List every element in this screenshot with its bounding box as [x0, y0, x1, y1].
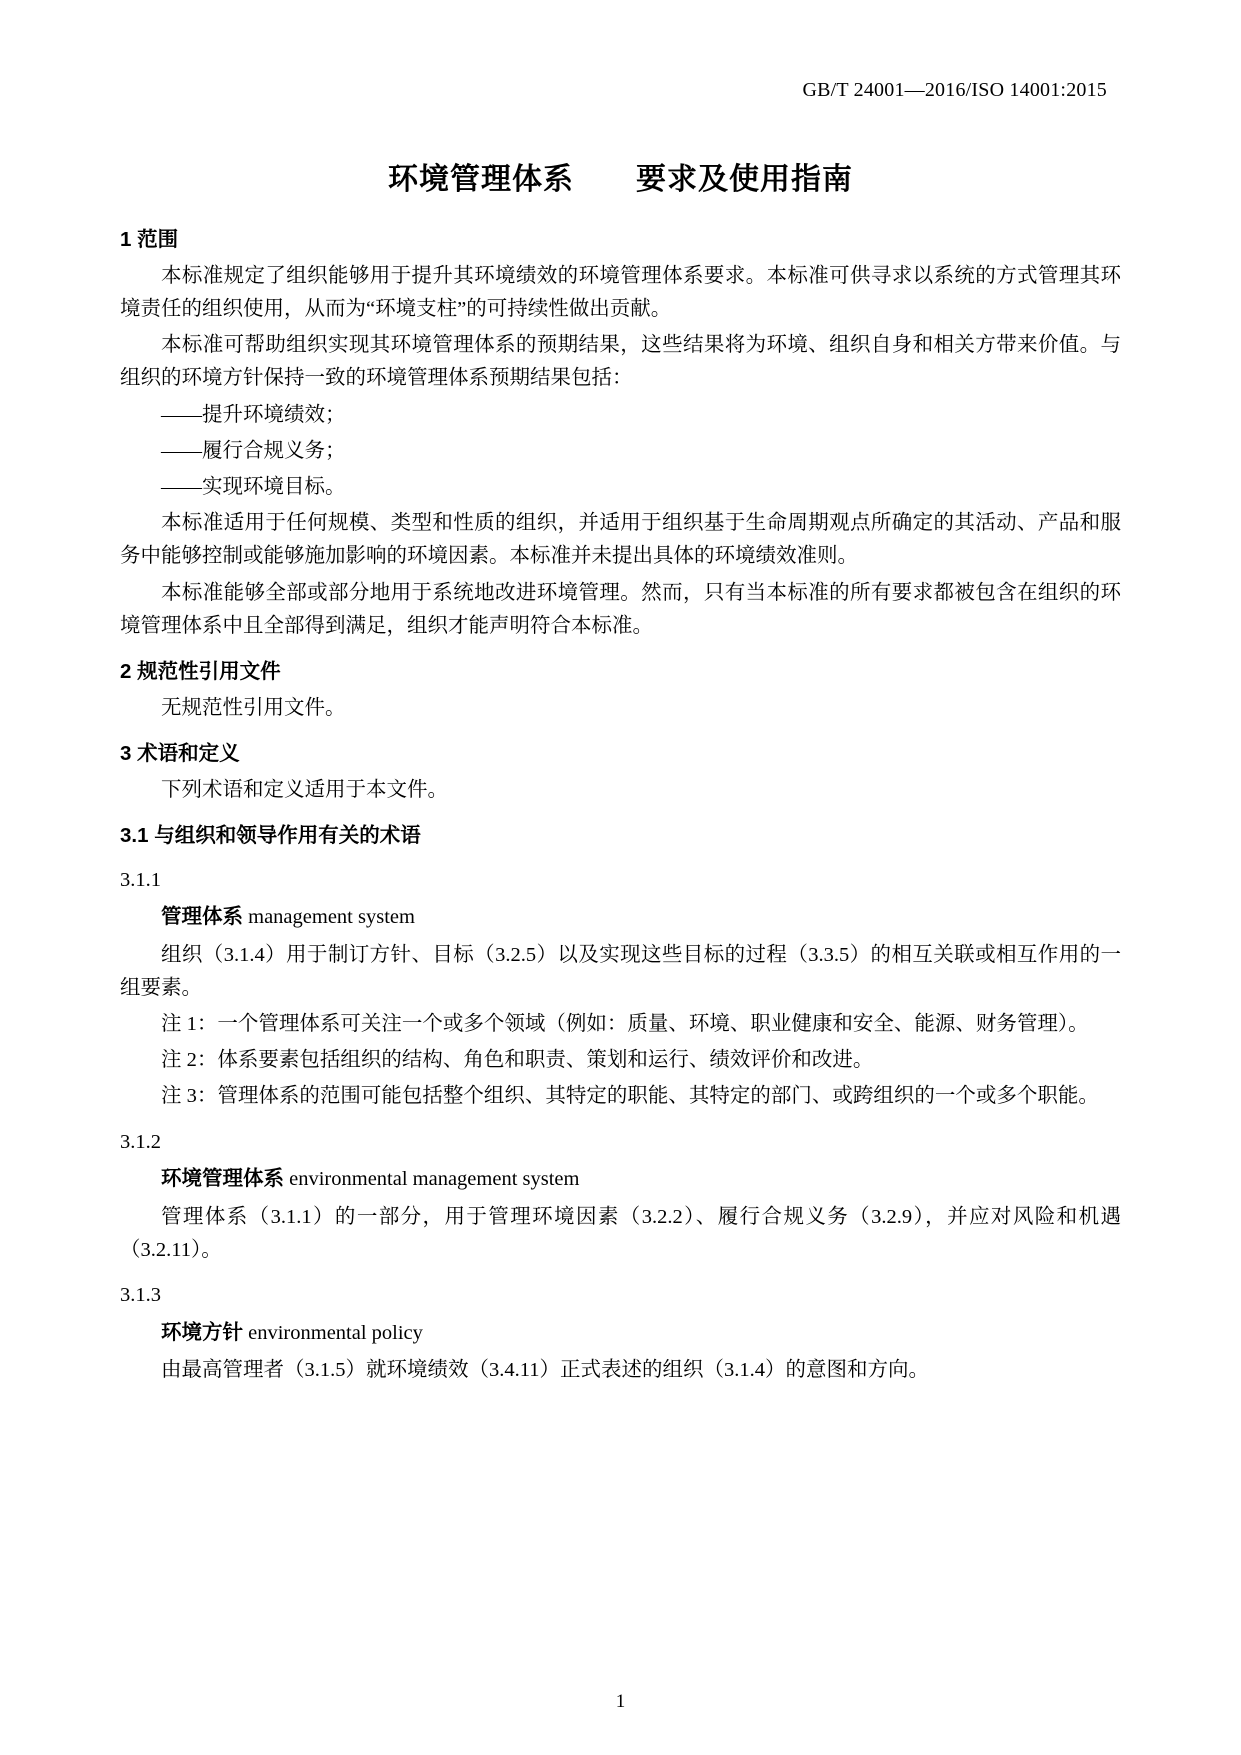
term-number-3-1-1: 3.1.1 — [120, 868, 161, 891]
term-note-3-1-1-3: 注 3：管理体系的范围可能包括整个组织、其特定的职能、其特定的部门、或跨组织的一个或多个职能。 — [161, 1085, 1099, 1108]
paragraph-2-1: 无规范性引用文件。 — [161, 696, 346, 719]
heading-clause-3-1: 3.1 与组织和领导作用有关的术语 — [120, 823, 421, 847]
term-entry-3-1-2 — [120, 1162, 1121, 1196]
term-label-en: management system — [248, 906, 415, 929]
term-label-cn: 环境方针 — [161, 1320, 243, 1344]
page-number: 1 — [615, 1691, 626, 1712]
heading-clause-1: 1 范围 — [120, 228, 179, 251]
term-label-cn: 管理体系 — [161, 905, 243, 929]
list-item-dash-2: ——履行合规义务； — [161, 439, 346, 462]
term-label-en: environmental policy — [248, 1321, 423, 1344]
heading-clause-2: 2 规范性引用文件 — [120, 660, 281, 683]
term-definition-3-1-1: 组织（3.1.4）用于制订方针、目标（3.2.5）以及实现这些目标的过程（3.3.5）的相互关联或相互作用的一组要素。 — [120, 943, 1121, 999]
term-label-cn: 环境管理体系 — [161, 1167, 284, 1191]
paragraph-1-2: 本标准可帮助组织实现其环境管理体系的预期结果，这些结果将为环境、组织自身和相关方带来价值。与组织的环境方针保持一致的环境管理体系预期结果包括： — [120, 334, 1121, 390]
heading-clause-3: 3 术语和定义 — [120, 741, 240, 765]
term-label-en: environmental management system — [289, 1168, 580, 1191]
term-number-3-1-3: 3.1.3 — [120, 1284, 161, 1307]
page-title: 环境管理体系 要求及使用指南 — [388, 163, 853, 196]
term-note-3-1-1-2: 注 2：体系要素包括组织的结构、角色和职责、策划和运行、绩效评价和改进。 — [161, 1049, 874, 1072]
paragraph-1-1: 本标准规定了组织能够用于提升其环境绩效的环境管理体系要求。本标准可供寻求以系统的方式管理其环境责任的组织使用，从而为“环境支柱”的可持续性做出贡献。 — [120, 264, 1121, 320]
term-definition-3-1-2: 管理体系（3.1.1）的一部分，用于管理环境因素（3.2.2）、履行合规义务（3.2.9），并应对风险和机遇（3.2.11）。 — [120, 1205, 1121, 1261]
term-note-3-1-1-1: 注 1：一个管理体系可关注一个或多个领域（例如：质量、环境、职业健康和安全、能源、财务管理）。 — [161, 1013, 1089, 1036]
paragraph-3-1: 下列术语和定义适用于本文件。 — [161, 778, 448, 801]
term-number-3-1-2: 3.1.2 — [120, 1130, 161, 1153]
term-entry-3-1-1 — [120, 900, 1121, 934]
list-item-dash-3: ——实现环境目标。 — [161, 475, 346, 498]
document-header: GB/T 24001—2016/ISO 14001:2015 — [802, 79, 1107, 101]
term-definition-3-1-3: 由最高管理者（3.1.5）就环境绩效（3.4.11）正式表述的组织（3.1.4）的意图和方向。 — [161, 1359, 929, 1382]
term-entry-3-1-3 — [120, 1316, 1121, 1350]
paragraph-1-4: 本标准能够全部或部分地用于系统地改进环境管理。然而，只有当本标准的所有要求都被包含在组织的环境管理体系中且全部得到满足，组织才能声明符合本标准。 — [120, 581, 1121, 637]
paragraph-1-3: 本标准适用于任何规模、类型和性质的组织，并适用于组织基于生命周期观点所确定的其活动、产品和服务中能够控制或能够施加影响的环境因素。本标准并未提出具体的环境绩效准则。 — [120, 512, 1121, 568]
list-item-dash-1: ——提升环境绩效； — [161, 403, 346, 426]
